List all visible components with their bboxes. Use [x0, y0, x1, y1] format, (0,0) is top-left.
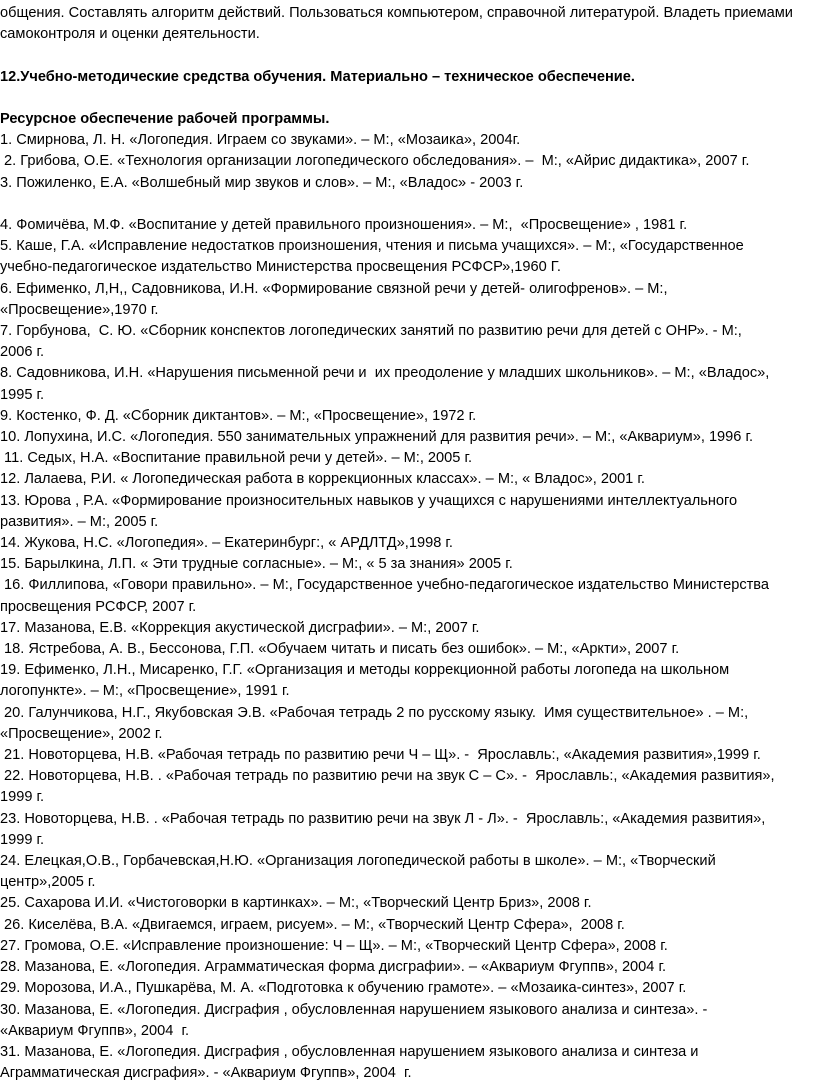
spacer [0, 194, 816, 215]
reference-line: 25. Сахарова И.И. «Чистоговорки в картинках». – М:, «Творческий Центр Бриз», 2008 г. [0, 895, 592, 912]
section-heading: 12.Учебно-методические средства обучения. Материально – техническое обеспечение. [0, 68, 635, 85]
reference-list-part-1 [0, 130, 816, 194]
reference-line: 2. Грибова, О.Е. «Технология организации логопедического обследования». – М:, «Айрис дидактика», 2007 г. [0, 153, 750, 170]
reference-line: 13. Юрова , Р.А. «Формирование произносительных навыков у учащихся с нарушениями интеллектуального [0, 492, 738, 509]
reference-line: 1999 г. [0, 789, 45, 806]
reference-line: 23. Новоторцева, Н.В. . «Рабочая тетрадь по развитию речи на звук Л - Л». - Ярославль:, «Академия развития», [0, 810, 766, 827]
reference-line: 22. Новоторцева, Н.В. . «Рабочая тетрадь по развитию речи на звук С – С». - Ярославль:, «Академия развития», [0, 768, 775, 785]
reference-line: 1999 г. [0, 831, 45, 848]
reference-line: 4. Фомичёва, М.Ф. «Воспитание у детей правильного произношения». – М:, «Просвещение» , 1981 г. [0, 216, 688, 233]
reference-line: 26. Киселёва, В.А. «Двигаемся, играем, рисуем». – М:, «Творческий Центр Сфера», 2008 г. [0, 916, 625, 933]
reference-line: учебно-педагогическое издательство Министерства просвещения РСФСР»,1960 Г. [0, 259, 561, 276]
reference-line: 9. Костенко, Ф. Д. «Сборник диктантов». – М:, «Просвещение», 1972 г. [0, 407, 477, 424]
reference-line: «Просвещение», 2002 г. [0, 725, 163, 742]
reference-line: просвещения РСФСР, 2007 г. [0, 598, 197, 615]
reference-line: 17. Мазанова, Е.В. «Коррекция акустической дисграфии». – М:, 2007 г. [0, 619, 480, 636]
reference-line: 2006 г. [0, 344, 45, 361]
reference-line: 3. Пожиленко, Е.А. «Волшебный мир звуков и слов». – М:, «Владос» - 2003 г. [0, 174, 524, 191]
reference-line: 5. Каше, Г.А. «Исправление недостатков произношения, чтения и письма учащихся». – М:, «Государственное [0, 238, 744, 255]
reference-line: 19. Ефименко, Л.Н., Мисаренко, Г.Г. «Организация и методы коррекционной работы логопеда на школьном [0, 662, 730, 679]
reference-line: 29. Морозова, И.А., Пушкарёва, М. А. «Подготовка к обучению грамоте». – «Мозаика-синтез», 2007 г. [0, 980, 687, 997]
reference-line: 28. Мазанова, Е. «Логопедия. Аграмматическая форма дисграфии». – «Аквариум Фгуппв», 2004 г. [0, 959, 667, 976]
reference-line: 20. Галунчикова, Н.Г., Якубовская Э.В. «Рабочая тетрадь 2 по русскому языку. Имя существительное» . – М:, [0, 704, 749, 721]
reference-line: 1. Смирнова, Л. Н. «Логопедия. Играем со звуками». – М:, «Мозаика», 2004г. [0, 132, 521, 149]
reference-line: 6. Ефименко, Л,Н,, Садовникова, И.Н. «Формирование связной речи у детей- олигофренов». – М:, [0, 280, 668, 297]
reference-line: 24. Елецкая,О.В., Горбачевская,Н.Ю. «Организация логопедической работы в школе». – М:, «Творческий [0, 853, 716, 870]
reference-line: логопункте». – М:, «Просвещение», 1991 г. [0, 683, 290, 700]
reference-line: «Аквариум Фгуппв», 2004 г. [0, 1022, 190, 1039]
reference-list-part-2 [0, 215, 816, 1084]
reference-line: 10. Лопухина, И.С. «Логопедия. 550 занимательных упражнений для развития речи». – М:, «Аквариум», 1996 г. [0, 429, 754, 446]
intro-line-2: самоконтроля и оценки деятельности. [0, 26, 260, 43]
reference-line: 30. Мазанова, Е. «Логопедия. Дисграфия , обусловленная нарушением языкового анализа и синтеза». - [0, 1001, 708, 1018]
reference-line: 18. Ястребова, А. В., Бессонова, Г.П. «Обучаем читать и писать без ошибок». – М:, «Аркти», 2007 г. [0, 641, 680, 658]
reference-line: 14. Жукова, Н.С. «Логопедия». – Екатеринбург:, « АРДЛТД»,1998 г. [0, 535, 453, 552]
spacer [0, 88, 816, 109]
resource-heading: Ресурсное обеспечение рабочей программы. [0, 110, 330, 127]
reference-line: развития». – М:, 2005 г. [0, 513, 159, 530]
reference-line: 27. Громова, О.Е. «Исправление произношение: Ч – Щ». – М:, «Творческий Центр Сфера», 2008 г. [0, 937, 668, 954]
reference-line: 8. Садовникова, И.Н. «Нарушения письменной речи и их преодоление у младших школьников». – М:, «Владос», [0, 365, 770, 382]
reference-line: 7. Горбунова, С. Ю. «Сборник конспектов логопедических занятий по развитию речи для детей с ОНР». - М:, [0, 323, 742, 339]
reference-line: центр»,2005 г. [0, 874, 96, 891]
reference-line: Аграмматическая дисграфия». - «Аквариум Фгуппв», 2004 г. [0, 1065, 412, 1082]
reference-line: 15. Барылкина, Л.П. « Эти трудные согласные». – М:, « 5 за знания» 2005 г. [0, 556, 513, 573]
intro-line-1: общения. Составлять алгоритм действий. Пользоваться компьютером, справочной литературой. Владеть приемами [0, 5, 793, 21]
reference-line: «Просвещение»,1970 г. [0, 301, 159, 318]
reference-line: 31. Мазанова, Е. «Логопедия. Дисграфия , обусловленная нарушением языкового анализа и синтеза и [0, 1043, 699, 1060]
spacer [0, 45, 816, 66]
reference-line: 21. Новоторцева, Н.В. «Рабочая тетрадь по развитию речи Ч – Щ». - Ярославль:, «Академия развития»,1999 г. [0, 747, 761, 764]
reference-line: 16. Филлипова, «Говори правильно». – М:, Государственное учебно-педагогическое издательство Министерства [0, 577, 770, 594]
reference-line: 12. Лалаева, Р.И. « Логопедическая работа в коррекционных классах». – М:, « Владос», 2001 г. [0, 471, 645, 488]
reference-line: 1995 г. [0, 386, 45, 403]
reference-line: 11. Седых, Н.А. «Воспитание правильной речи у детей». – М:, 2005 г. [0, 450, 473, 467]
